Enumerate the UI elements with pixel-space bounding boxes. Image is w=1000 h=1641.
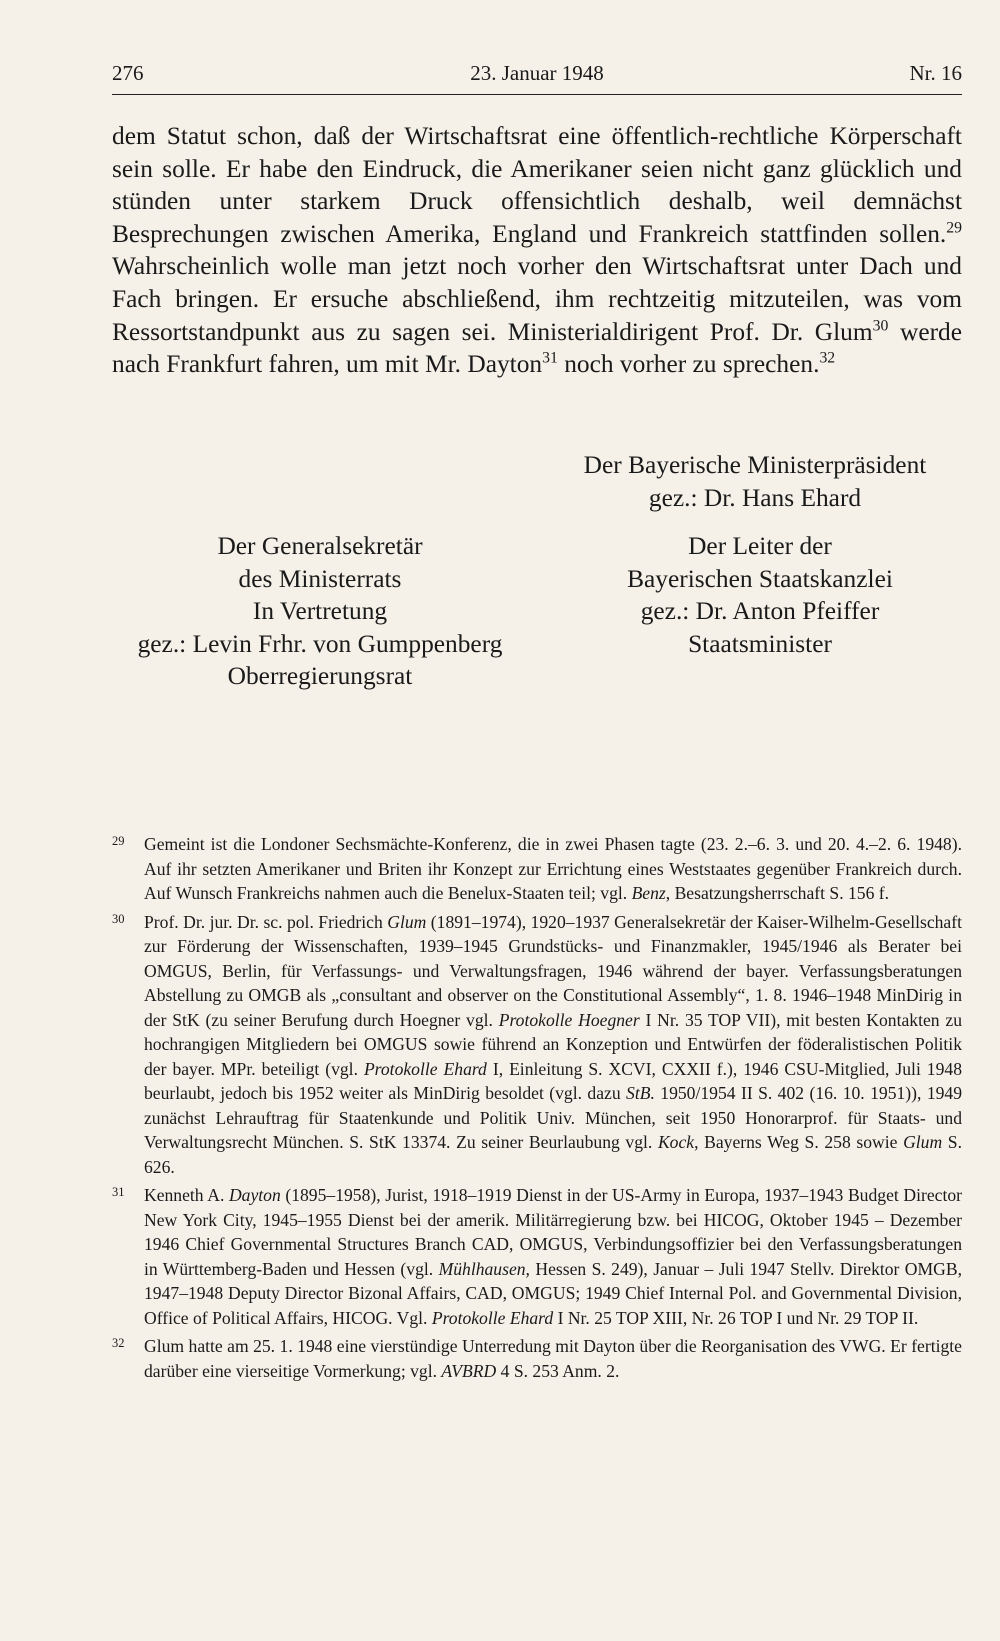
footnote-number: 31 [112, 1185, 125, 1199]
footnote-citation: Mühlhausen, [438, 1258, 530, 1279]
footnote-citation: Dayton [228, 1185, 281, 1205]
signature-title: Der Bayerische Ministerpräsident [583, 451, 927, 479]
body-text: werde nach Frankfurt fahren, um mit Mr. Dayton [112, 317, 963, 379]
footnote-number: 32 [112, 1336, 125, 1350]
footnote-citation: Glum [903, 1132, 943, 1152]
header-date: 23. Januar 1948 [470, 61, 604, 85]
footnote-text: I, Einleitung S. XCVI, CXXII f.), 1946 CSU-Mitglied, Juli 1948 beurlaubt, jedoch bis 1952 weiter als MinDirig besoldet (vgl. dazu [144, 1058, 962, 1103]
body-text: Wahrscheinlich wolle man jetzt noch vorher den Wirtschaftsrat unter Dach und Fach bringen. Er ersuche abschließend, ihm rechtzeitig mitzuteilen, was vom Ressortstandpunkt aus zu sagen sei. Ministerialdirigent Prof. Dr. Glum [112, 252, 962, 346]
signature-name: gez.: Dr. Hans Ehard [648, 483, 862, 512]
footnote-text: , Bayerns Weg S. 258 sowie [694, 1132, 904, 1152]
signature-name: gez.: Dr. Anton Pfeiffer [640, 597, 880, 626]
signature-ministerpraesident [555, 449, 955, 514]
footnote-number: 30 [112, 911, 125, 926]
footnote-text: Kenneth A. [144, 1185, 229, 1205]
signature-title: Der Generalsekretär [217, 532, 423, 560]
footnote-ref-31: 31 [542, 349, 558, 367]
footnote-citation: Protokolle Ehard [363, 1058, 487, 1079]
footnote-citation: Benz [631, 883, 666, 903]
body-text: dem Statut schon, daß der Wirtschaftsrat eine öffentlich-rechtliche Körperschaft sein solle. Er habe den Eindruck, die Amerikaner seien nicht ganz glücklich und stünden unter starkem Druck offensichtlich deshalb, weil demnächst Besprechungen zwischen Amerika, England und Frankreich stattfinden sollen. [112, 122, 962, 248]
footnote-citation: Protokolle Ehard [431, 1307, 554, 1328]
document-number: Nr. 16 [909, 61, 962, 85]
footnote-31 [112, 1183, 962, 1330]
footnote-text: (1891–1974), 1920–1937 Generalsekretär der Kaiser-Wilhelm-Gesellschaft zur Förderung der Wissenschaften, 1939–1945 Grundstücks- und Finanzmakler, 1945/1946 als Berater bei OMGUS, Berlin, für Verfassungs- und Verwaltungsfragen, 1946 während der bayer. Verfassungsberatungen Abstellung zu OMGB als „consultant and observer on the Constitutional Assembly“, 1. 8. 1946–1948 MinDirig in der StK (zu seiner Berufung durch Hoegner vgl. [144, 911, 962, 1030]
footnote-text: Hessen S. 249), Januar – Juli 1947 Stellv. Direktor OMGB, 1947–1948 Deputy Director Bizonal Affairs, CAD, OMGUS; 1949 Chief Internal Pol. and Governmental Division, Office of Political Affairs, HICOG. Vgl. [144, 1258, 962, 1328]
footnote-citation: Protokolle Hoegner [498, 1009, 640, 1030]
signature-rank: Staatsminister [688, 629, 832, 658]
signature-title: des Ministerrats [238, 564, 402, 593]
footnote-citation: StB. [626, 1083, 655, 1103]
footnote-32 [112, 1334, 962, 1383]
signature-rank: Oberregierungsrat [227, 662, 413, 691]
footnote-citation: Kock [657, 1132, 695, 1152]
footnote-ref-29: 29 [946, 219, 962, 237]
footnote-text: Prof. Dr. jur. Dr. sc. pol. Friedrich [144, 911, 388, 932]
footnote-text: I Nr. 25 TOP XIII, Nr. 26 TOP I und Nr. 29 TOP II. [553, 1307, 919, 1328]
signature-generalsekretaer [110, 530, 530, 693]
body-text: noch vorher zu sprechen. [557, 350, 820, 379]
page-number: 276 [112, 61, 144, 85]
footnote-text: Glum hatte am 25. 1. 1948 eine vierstündige Unterredung mit Dayton über die Reorganisation des VWG. Er fertigte darüber eine vierseitige Vormerkung; vgl. [144, 1336, 962, 1381]
footnote-text: 4 S. 253 Anm. 2. [496, 1360, 620, 1381]
footnote-30 [112, 910, 962, 1180]
footnote-citation: Glum [387, 911, 427, 932]
main-text [112, 120, 962, 381]
footnote-ref-30: 30 [872, 316, 889, 334]
signature-role: In Vertretung [252, 597, 388, 626]
footnote-number: 29 [112, 834, 125, 848]
footnote-text: , Besatzungsherrschaft S. 156 f. [665, 883, 890, 903]
footnote-text: S. 626. [144, 1132, 962, 1177]
footnotes [112, 832, 962, 1383]
footnote-text: (1895–1958), Jurist, 1918–1919 Dienst in der US-Army in Europa, 1937–1943 Budget Director New York City, 1945–1955 Dienst bei der amerik. Militärregierung bzw. bei HICOG, Oktober 1945 – Dezember 1946 Chief Governmental Structures Branch CAD, OMGUS, Verbindungsoffizier bei den Verfassungsberatungen in Württemberg-Baden und Hessen (vgl. [144, 1185, 962, 1279]
signature-title: Der Leiter der [688, 532, 832, 560]
footnote-29 [112, 832, 962, 906]
footnote-citation: AVBRD [441, 1360, 497, 1381]
signature-staatskanzlei [560, 530, 960, 660]
body-paragraph [112, 120, 962, 381]
footnote-ref-32: 32 [819, 349, 836, 367]
footnote-text: 1950/1954 II S. 402 (16. 10. 1951)), 1949 zunächst Lehrauftrag für Staatenkunde und Politik Univ. München, seit 1950 Honorarprof. für Staats- und Verwaltungsrecht München. S. StK 13374. Zu seiner Beurlaubung vgl. [144, 1083, 963, 1152]
footnote-text: Gemeint ist die Londoner Sechsmächte-Konferenz, die in zwei Phasen tagte (23. 2.–6. 3. und 20. 4.–2. 6. 1948). Auf ihr setzten Amerikaner und Briten ihr Konzept zur Errichtung eines Weststaates gegenüber Frankreich durch. Auf Wunsch Frankreichs nahmen auch die Benelux-Staaten teil; vgl. [144, 834, 962, 903]
signature-title: Bayerischen Staatskanzlei [627, 564, 893, 593]
running-header [112, 58, 962, 95]
signature-name: gez.: Levin Frhr. von Gumppenberg [137, 629, 503, 658]
footnote-text: I Nr. 35 TOP VII), mit besten Kontakten zu hochrangigen Mitgliedern bei OMGUS sowie führend an Konzeption und Entwürfen der föderalistischen Politik der bayer. MPr. beteiligt (vgl. [144, 1009, 962, 1079]
